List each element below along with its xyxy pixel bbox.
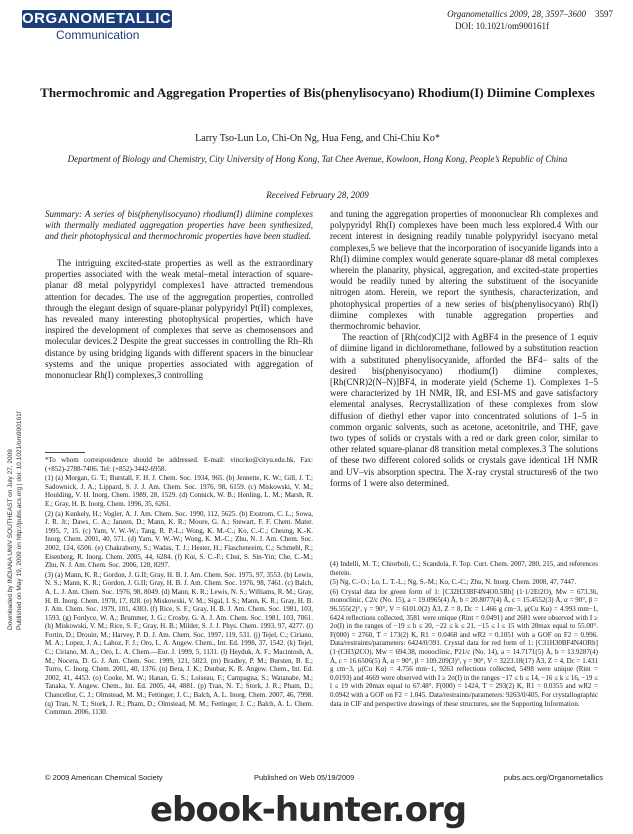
footnote: (1) (a) Morgan, G. T.; Burstall, F. H. J. Chem. Soc. 1934, 965. (b) Jennette, K. W.; Gill, J. T.; Sadownick, J. A.; Lippard, S. J. J. Am. Chem. Soc. 1976, 98, 6159. (c) Miskowski, V. M.; Houlding, V. H. Inorg. Chem. 1989, 28, 1529. (d) Connick, W. B.; Henling, L. M.; Marsh, R. E.; Gray, H. B. Inorg. Chem. 1996, 35, 6261. — [45, 474, 313, 508]
journal-url[interactable]: pubs.acs.org/Organometallics — [503, 773, 603, 782]
download-sidebar — [4, 330, 26, 630]
article-title: Thermochromic and Aggregation Properties of Bis(phenylisocyano) Rhodium(I) Diimine Complexes — [40, 85, 595, 100]
journal-citation-text: Organometallics 2009, 28, 3597–3600 — [447, 9, 586, 19]
published-web: Published on Web 05/19/2009 — [254, 773, 355, 782]
copyright: © 2009 American Chemical Society — [45, 773, 163, 782]
footnotes-left — [45, 456, 313, 718]
author-list: Larry Tso-Lun Lo, Chi-On Ng, Hua Feng, and Chi-Chiu Ko* — [195, 133, 440, 144]
footnote: (5) Ng, C.-O.; Lo, L. T.-L.; Ng, S.-M.; Ko, C.-C.; Zhu, N. Inorg. Chem. 2008, 47, 7447. — [330, 578, 577, 587]
doi: DOI: 10.1021/om900161f — [455, 21, 549, 31]
affiliation: Department of Biology and Chemistry, City University of Hong Kong, Tat Chee Avenue, Kowloon, Hong Kong, People’s Republic of China — [67, 154, 568, 164]
journal-citation — [447, 9, 613, 19]
journal-logo: ORGANOMETALLICS — [22, 10, 182, 27]
footnote: (6) Crystal data for green form of 1: [C32H33BF4N4O0.5Rh] (1·1/2Et2O), Mw = 673.36, monoclinic, C2/c (No. 15), a = 19.0965(4) Å, b = 20.8077(4) Å, c = 15.4552(3) Å, α = 90°, β = 96.555(2)°, γ = 90°, V = 6101.0(2) Å3, Z = 8, Dc = 1.466 g cm−3, μ(Cu Kα) = 4.993 mm−1, 6424 reflections collected, 3581 were unique (Rint = 0.0491) and 2681 were observed with I ≥ 2σ(I) in the ranges of −19 ≤ h ≤ 20, −22 ≤ k ≤ 21, −15 ≤ l ≤ 15 with 2θmax equal to 55.00°. F(000) = 2760, T = 173(2) K, R1 = 0.0468 and wR2 = 0.1051 with a GOF on F2 = 0.996. Data/restraints/parameters: 6424/0/391. Crystal data for red form of 1: [C31H30BF4N4ORh] (1·(CH3)2CO), Mw = 694.38, monoclinic, P21/c (No. 14), a = 14.7171(5) Å, b = 13.9287(4) Å, c = 16.6506(5) Å, α = 90°, β = 109.209(3)°, γ = 90°, V = 3223.18(17) Å3, Z = 4, Dc = 1.431 g cm−3, μ(Cu Kα) = 4.756 mm−1, 9263 reflections collected, 5498 were unique (Rint = 0.0193) and 4669 were observed with I ≥ 2σ(I) in the ranges −17 ≤ h ≤ 14, −16 ≤ k ≤ 16, −19 ≤ l ≤ 19 with 2θmax equal to 67.48°. F(000) = 1424, T = 293(2) K, R1 = 0.0355 and wR2 = 0.0942 with a GOF on F2 = 1.045. Data/restraints/parameters: 9263/0/405. For crystallographic data in CIF and perspective drawings of these structures, see the Supporting Information. — [330, 587, 598, 708]
body-right — [330, 209, 598, 489]
footnote-divider — [45, 452, 85, 453]
body-paragraph: and tuning the aggregation properties of mononuclear Rh complexes and polypyridyl Rh(I) complexes have been much less explored.4 With our recent interest in designing readily tunable polypyridyl isocyano metal complexes,5 we believe that the incorporation of isocyanide ligands into a Rh(I) diimine complex would generate square-planar d8 metal complexes wherein the planarity, physical, aggregation, and excited-state properties would be readily tuned by altering the substituent of the isocyanide nitrogen atom. Herein, we report the synthesis, characterization, and photophysical properties of a new series of bis(phenylisocyano) Rh(I) diimine complexes with tunable aggregation properties and thermochromic behavior. — [330, 209, 598, 332]
page-number: 3597 — [595, 9, 613, 19]
footnotes-right — [330, 560, 598, 709]
footnote: (4) Indelli, M. T.; Chiorboli, C.; Scandola, F. Top. Curr. Chem. 2007, 280, 215, and references therein. — [330, 560, 598, 577]
footnote: (2) (a) Kunkely, H.; Vogler, A. J. Am. Chem. Soc. 1990, 112, 5625. (b) Exstrom, C. L.; Sowa, J. R. Jr.; Daws, C. A.; Janzen, D.; Mann, K. R.; Moore, G. A.; Stewart, F. F. Chem. Mater. 1995, 7, 15. (c) Yam, V. W.-W.; Tang, R. P.-L.; Wong, K. M.-C.; Ko, C.-C.; Cheung, K.-K. Inorg. Chem. 2001, 40, 571. (d) Yam, V. W.-W.; Wong, K. M.-C.; Zhu, N. J. Am. Chem. Soc. 2002, 124, 6506. (e) Chakraborty, S.; Wadas, T. J.; Hester, H.; Flaschenreim, C.; Schmehl, R.; Eisenberg, R. Inorg. Chem. 2005, 44, 6284. (f) Kui, S. C.-F.; Chui, S. Sin-Yin; Che, C.-M.; Zhu, N. J. Am. Chem. Soc. 2006, 128, 8297. — [45, 509, 313, 570]
footnote: *To whom correspondence should be addressed. E-mail: vinccko@cityu.edu.hk. Fax: (+852)-2788-7406. Tel: (+852)-3442-6958. — [45, 456, 313, 473]
download-note: Downloaded by INDIANA UNIV SOUTHEAST on July 27, 2009 — [7, 449, 14, 630]
body-paragraph: The intriguing excited-state properties as well as the extraordinary properties associated with the weak metal–metal interaction of square-planar d8 metal polypyridyl complexes1 have attracted tremendous attention for decades. The use of the aggregation properties, controlled through the elegant design of square-planar polypyridyl Pt(II) complexes, has revealed many interesting photophysical properties, which have inspired the development of complexes that serve as chemosensors and molecular devices.2 Despite the great successes in controlling the Rh–Rh distance by using bridging ligands with different spacers in the binuclear systems and the unique properties associated with aggregation of mononuclear Rh(I) complexes,3 controlling — [45, 258, 313, 381]
published-note: Published on May 19, 2009 on http://pubs.acs.org | doi: 10.1021/om900161f — [16, 411, 23, 630]
body-left — [45, 258, 313, 381]
watermark: ebook-hunter.org — [150, 790, 467, 830]
footnote: (3) (a) Mann, K. R.; Gordon, J. G.II; Gray, H. B. J. Am. Chem. Soc. 1975, 97, 3553. (b) Lewis, N. S.; Mann, K. R.; Gordon, J. G.II; Gray, H. B. J. Am. Chem. Soc. 1976, 98, 7461. (c) Balch, A. L. J. Am. Chem. Soc. 1976, 98, 8049. (d) Mann, K. R.; Lewis, N. S.; Williams, R. M.; Gray, H. B. Inorg. Chem. 1978, 17, 828. (e) Miskowski, V. M.; Sigal, I. S.; Mann, K. R.; Gray, H. B. J. Am. Chem. Soc. 1979, 101, 4383. (f) Rice, S. F.; Gray, H. B. J. Am. Chem. Soc. 1981, 103, 1593. (g) Fordyce, W. A.; Brummer, J. G.; Crosby, G. A. J. Am. Chem. Soc. 1981, 103, 7061. (h) Miskowski, V. M.; Rice, S. F.; Gray, H. B.; Milder, S. J. J. Phys. Chem. 1993, 97, 4277. (i) Fortin, D.; Drouin, M.; Harvey, P. D. J. Am. Chem. Soc. 1997, 119, 531. (j) Tejel, C.; Ciriano, M. A.; Lopez, J. A.; Lahoz, F. J.; Oro, L. A. Angew. Chem., Int. Ed. 1998, 37, 1542. (k) Tejel, C.; Ciriano, M. A.; Oro, L. A. Chem.—Eur. J. 1999, 5, 1131. (l) Heyduk, A. F.; Macintosh, A. M.; Nocera, D. G. J. Am. Chem. Soc. 1999, 121, 5023. (m) Bradley, P. M.; Bursten, B. E.; Turro, C. Inorg. Chem. 2001, 40, 1376. (n) Bera, J. K.; Dunbar, K. R. Angew. Chem., Int. Ed. 2002, 41, 4453. (o) Cooke, M. W.; Hanan, G. S.; Loiseau, F.; Campagna, S.; Watanabe, M.; Tanaka, Y. Angew. Chem., Int. Ed. 2005, 44, 4881. (p) Tran, N. T.; Stork, J. R.; Pham, D.; Chancellor, C. J.; Olmstead, M. M.; Fettinger, J. C.; Balch, A. L. Inorg. Chem. 2007, 46, 7998. (q) Tran, N. T.; Stork, J. R.; Pham, D.; Olmstead, M. M.; Fettinger, J. C.; Balch, A. L. Chem. Commun. 2006, 1130. — [45, 570, 313, 717]
received-date: Received February 28, 2009 — [266, 190, 369, 200]
summary: Summary: A series of bis(phenylisocyano) rhodium(I) diimine complexes with thermally mediated aggregation properties have been synthesized, and their photophysical and thermochromic properties have been studied. — [45, 209, 313, 241]
journal-logo-subtitle: Communication — [56, 28, 140, 42]
body-paragraph: The reaction of [Rh(cod)Cl]2 with AgBF4 in the presence of 1 equiv of diimine ligand in dichloromethane, followed by a substitution reaction with a substituted phenylisocyanide, afforded the BF4− salts of the desired bis(phenyisocyano) rhodium(I) diimine complexes, [Rh(CNR)2(N–N)]BF4, in moderate yield (Scheme 1). Complexes 1–5 were characterized by 1H NMR, IR, and ESI-MS and gave satisfactory elemental analyses. Recrystallization of these complexes from slow diffusion of diethyl ether vapor into concentrated solutions of 1–5 in common organic solvents, such as acetone, acetonitrile, and THF, gave two types of solids or crystals with a red or dark green color, similar to other related square-planar d8 transition metal complexes.3 The solutions of these two different colored solids or crystals gave identical 1H NMR and UV–vis absorption spectra. The X-ray crystal structures6 of the two forms of 1 were also determined. — [330, 332, 598, 488]
